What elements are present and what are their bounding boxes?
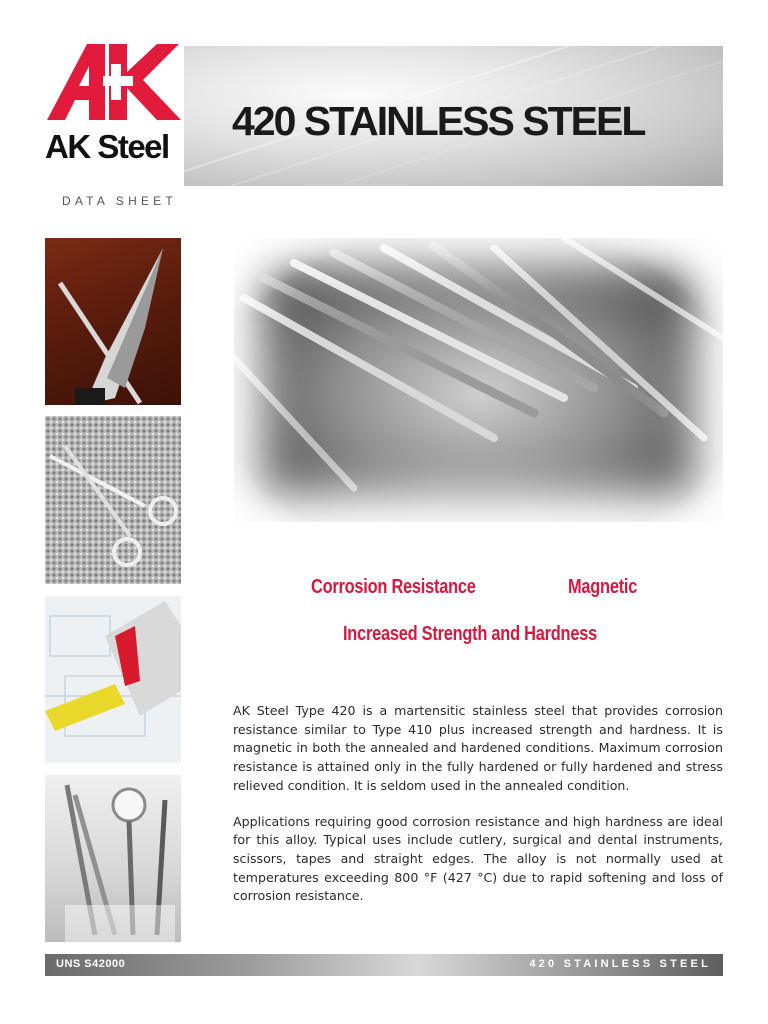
document-type-label: DATA SHEET xyxy=(62,194,177,208)
footer-bar xyxy=(45,954,723,976)
tape-measure-photo xyxy=(45,596,181,763)
description-paragraph-1: AK Steel Type 420 is a martensitic stainless steel that provides corrosion resistance similar to Type 410 plus increased strength and hardness. It is magnetic in both the annealed and hardened conditions. Maximum corrosion resistance is attained only in the fully hardened or fully hardened and stress relieved condition. It is seldom used in the annealed condition. xyxy=(233,703,723,793)
footer-product-name: 420 STAINLESS STEEL xyxy=(529,958,711,970)
brand-name: AK Steel xyxy=(45,128,169,165)
uns-number: UNS S42000 xyxy=(56,958,126,970)
feature-strength-hardness: Increased Strength and Hardness xyxy=(343,623,597,645)
page-title: 420 STAINLESS STEEL xyxy=(232,98,645,144)
description-text xyxy=(233,702,723,923)
ak-logo-mark-icon xyxy=(45,42,185,124)
surgical-instruments-photo xyxy=(234,238,723,522)
scissors-photo xyxy=(45,416,181,584)
feature-magnetic: Magnetic xyxy=(568,576,638,598)
ak-steel-logo xyxy=(45,42,185,172)
dental-tools-photo xyxy=(45,775,181,942)
feature-corrosion-resistance: Corrosion Resistance xyxy=(311,576,476,598)
description-paragraph-2: Applications requiring good corrosion resistance and high hardness are ideal for this alloy. Typical uses include cutlery, surgical and dental instruments, scissors, tapes and straight edges. The alloy is not normally used at temperatures exceeding 800 °F (427 °C) due to rapid softening and loss of corrosion resistance. xyxy=(233,813,723,904)
knife-photo xyxy=(45,238,181,405)
